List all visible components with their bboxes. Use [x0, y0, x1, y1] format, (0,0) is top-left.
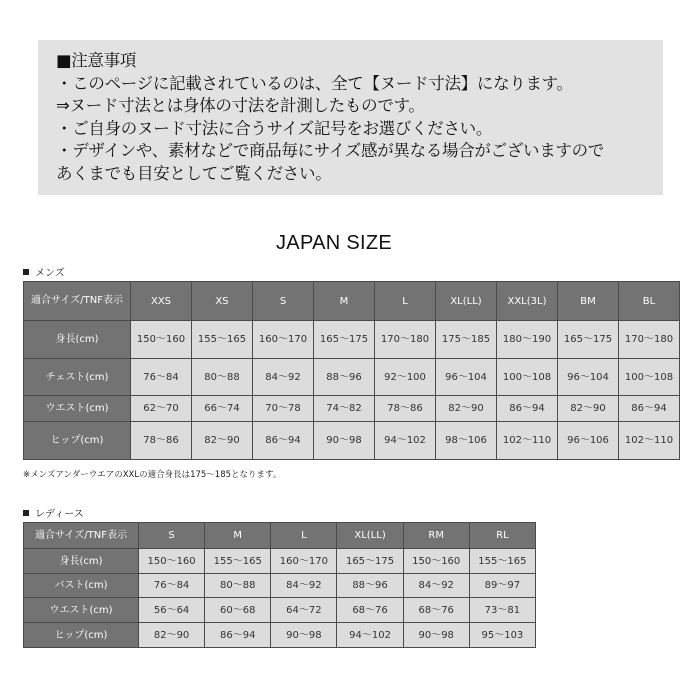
- value-cell: 150〜160: [131, 321, 192, 359]
- value-cell: 62〜70: [131, 396, 192, 422]
- value-cell: 56〜64: [139, 598, 205, 623]
- value-cell: 150〜160: [139, 549, 205, 574]
- value-cell: 165〜175: [337, 549, 403, 574]
- notice-heading: ■注意事項: [56, 51, 137, 70]
- value-cell: 94〜102: [337, 623, 403, 648]
- value-cell: 80〜88: [205, 574, 271, 598]
- value-cell: 175〜185: [436, 321, 497, 359]
- header-cell: BM: [558, 282, 619, 321]
- value-cell: 70〜78: [253, 396, 314, 422]
- value-cell: 165〜175: [558, 321, 619, 359]
- header-cell: 適合サイズ/TNF表示: [24, 523, 139, 549]
- table-row: [24, 422, 680, 460]
- header-cell: XS: [192, 282, 253, 321]
- header-cell: RL: [469, 523, 535, 549]
- value-cell: 165〜175: [314, 321, 375, 359]
- value-cell: 90〜98: [314, 422, 375, 460]
- mens-header-row: [24, 282, 680, 321]
- table-row: [24, 359, 680, 396]
- value-cell: 160〜170: [253, 321, 314, 359]
- value-cell: 84〜92: [271, 574, 337, 598]
- header-cell: L: [375, 282, 436, 321]
- row-label: 身長(cm): [24, 321, 131, 359]
- value-cell: 90〜98: [403, 623, 469, 648]
- womens-label-text: レディース: [35, 509, 84, 520]
- square-bullet-icon: [23, 269, 29, 275]
- value-cell: 82〜90: [436, 396, 497, 422]
- value-cell: 96〜106: [558, 422, 619, 460]
- value-cell: 78〜86: [375, 396, 436, 422]
- value-cell: 86〜94: [497, 396, 558, 422]
- table-row: [24, 549, 536, 574]
- value-cell: 73〜81: [469, 598, 535, 623]
- womens-header-row: [24, 523, 536, 549]
- value-cell: 170〜180: [619, 321, 680, 359]
- value-cell: 86〜94: [619, 396, 680, 422]
- header-cell: XXS: [131, 282, 192, 321]
- header-cell: L: [271, 523, 337, 549]
- row-label: バスト(cm): [24, 574, 139, 598]
- value-cell: 82〜90: [192, 422, 253, 460]
- value-cell: 86〜94: [205, 623, 271, 648]
- table-row: [24, 623, 536, 648]
- value-cell: 100〜108: [619, 359, 680, 396]
- value-cell: 92〜100: [375, 359, 436, 396]
- value-cell: 82〜90: [139, 623, 205, 648]
- table-row: [24, 396, 680, 422]
- row-label: ウエスト(cm): [24, 598, 139, 623]
- table-row: [24, 574, 536, 598]
- mens-label-text: メンズ: [35, 268, 65, 279]
- value-cell: 170〜180: [375, 321, 436, 359]
- value-cell: 155〜165: [469, 549, 535, 574]
- value-cell: 60〜68: [205, 598, 271, 623]
- value-cell: 89〜97: [469, 574, 535, 598]
- value-cell: 78〜86: [131, 422, 192, 460]
- header-cell: XL(LL): [436, 282, 497, 321]
- page-title: JAPAN SIZE: [276, 232, 392, 254]
- notice-line: あくまでも目安としてご覧ください。: [56, 163, 332, 183]
- womens-size-table: [23, 522, 536, 648]
- value-cell: 96〜104: [436, 359, 497, 396]
- header-cell: 適合サイズ/TNF表示: [24, 282, 131, 321]
- header-cell: XXL(3L): [497, 282, 558, 321]
- value-cell: 88〜96: [314, 359, 375, 396]
- womens-section-label: [23, 505, 84, 520]
- row-label: ウエスト(cm): [24, 396, 131, 422]
- value-cell: 64〜72: [271, 598, 337, 623]
- value-cell: 88〜96: [337, 574, 403, 598]
- table-row: [24, 321, 680, 359]
- value-cell: 100〜108: [497, 359, 558, 396]
- value-cell: 155〜165: [205, 549, 271, 574]
- value-cell: 180〜190: [497, 321, 558, 359]
- header-cell: S: [139, 523, 205, 549]
- value-cell: 84〜92: [403, 574, 469, 598]
- header-cell: M: [205, 523, 271, 549]
- value-cell: 94〜102: [375, 422, 436, 460]
- notice-line: ⇒ヌード寸法とは身体の寸法を計測したものです。: [56, 96, 425, 115]
- header-cell: XL(LL): [337, 523, 403, 549]
- value-cell: 74〜82: [314, 396, 375, 422]
- table-row: [24, 598, 536, 623]
- value-cell: 96〜104: [558, 359, 619, 396]
- value-cell: 82〜90: [558, 396, 619, 422]
- row-label: チェスト(cm): [24, 359, 131, 396]
- value-cell: 68〜76: [403, 598, 469, 623]
- row-label: 身長(cm): [24, 549, 139, 574]
- value-cell: 68〜76: [337, 598, 403, 623]
- value-cell: 80〜88: [192, 359, 253, 396]
- value-cell: 102〜110: [619, 422, 680, 460]
- value-cell: 155〜165: [192, 321, 253, 359]
- notice-box: [38, 40, 663, 195]
- mens-footnote: ※メンズアンダーウエアのXXLの適合身長は175〜185となります。: [23, 470, 282, 480]
- value-cell: 86〜94: [253, 422, 314, 460]
- value-cell: 90〜98: [271, 623, 337, 648]
- value-cell: 76〜84: [131, 359, 192, 396]
- value-cell: 150〜160: [403, 549, 469, 574]
- value-cell: 84〜92: [253, 359, 314, 396]
- row-label: ヒップ(cm): [24, 422, 131, 460]
- header-cell: S: [253, 282, 314, 321]
- value-cell: 98〜106: [436, 422, 497, 460]
- value-cell: 76〜84: [139, 574, 205, 598]
- notice-line: ・ご自身のヌード寸法に合うサイズ記号をお選びください。: [56, 118, 493, 138]
- notice-line: ・デザインや、素材などで商品毎にサイズ感が異なる場合がございますので: [56, 141, 604, 160]
- row-label: ヒップ(cm): [24, 623, 139, 648]
- mens-size-table: [23, 281, 680, 460]
- header-cell: RM: [403, 523, 469, 549]
- mens-section-label: [23, 264, 65, 279]
- square-bullet-icon: [23, 510, 29, 516]
- header-cell: M: [314, 282, 375, 321]
- header-cell: BL: [619, 282, 680, 321]
- value-cell: 95〜103: [469, 623, 535, 648]
- value-cell: 66〜74: [192, 396, 253, 422]
- value-cell: 102〜110: [497, 422, 558, 460]
- value-cell: 160〜170: [271, 549, 337, 574]
- notice-line: ・このページに記載されているのは、全て【ヌード寸法】になります。: [56, 73, 573, 93]
